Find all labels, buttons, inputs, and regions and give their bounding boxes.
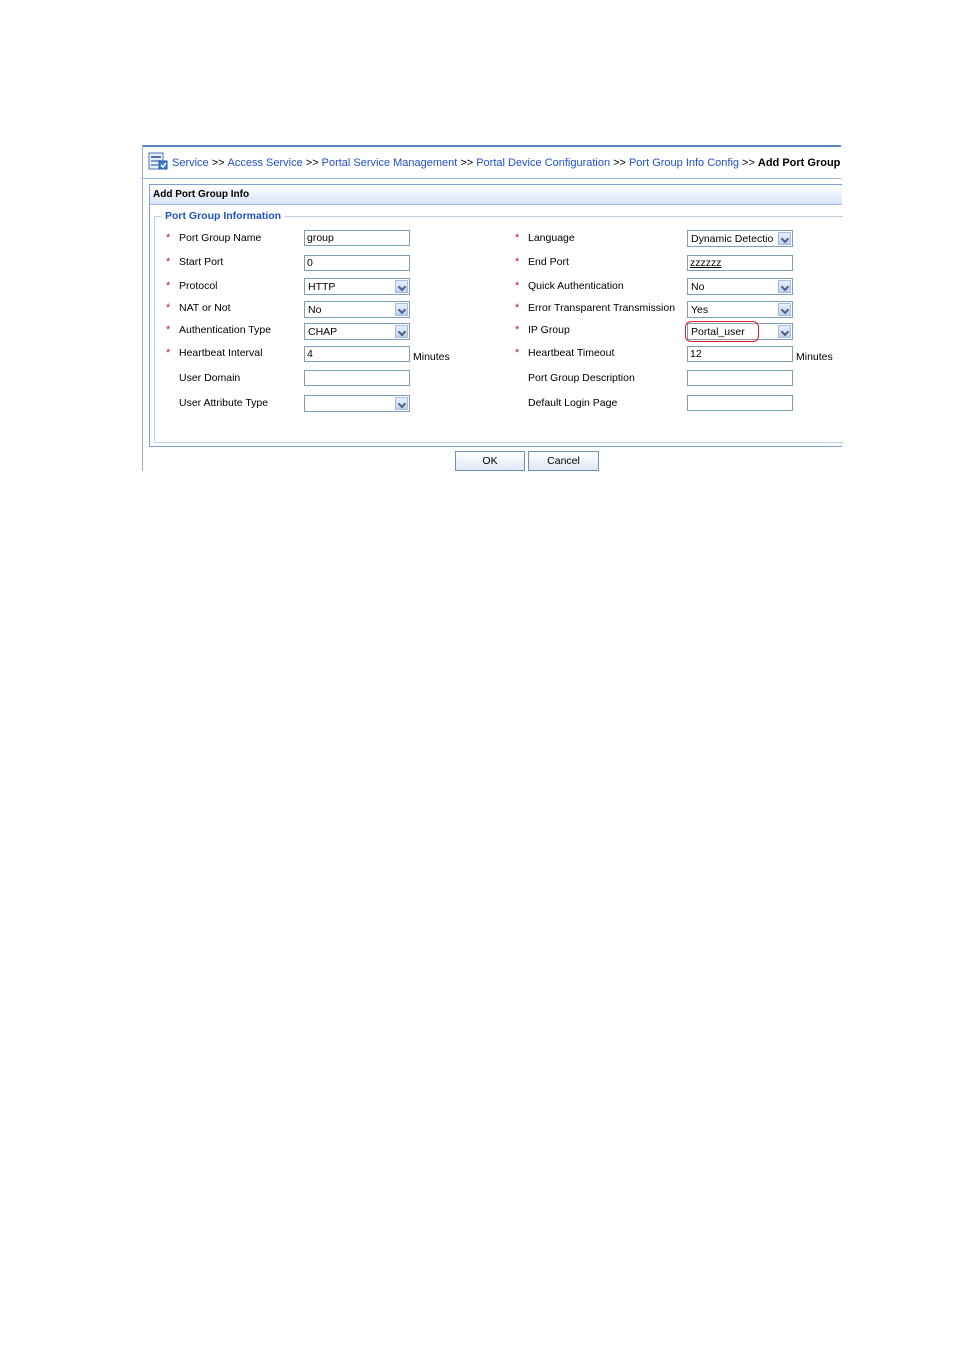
required-mark: * [515, 256, 520, 268]
breadcrumb-portal-service-link[interactable]: Portal Service Management [321, 157, 458, 169]
breadcrumb-current: Add Port Group [757, 157, 841, 169]
chevron-down-icon[interactable] [778, 232, 791, 245]
default-login-page-input[interactable] [687, 395, 793, 411]
ip-group-select-value: Portal_user [691, 326, 745, 338]
nat-or-not-select-value: No [308, 304, 322, 316]
heartbeat-timeout-unit: Minutes [796, 351, 833, 363]
breadcrumb-separator: >> [742, 157, 755, 169]
quick-authentication-select[interactable] [687, 278, 793, 295]
port-group-name-input[interactable]: group [304, 230, 410, 246]
frame-top-border [142, 145, 841, 147]
start-port-label: Start Port [179, 256, 224, 268]
breadcrumb-service-link[interactable]: Service [172, 157, 209, 169]
authentication-type-label: Authentication Type [179, 324, 272, 336]
authentication-type-select[interactable] [304, 323, 410, 340]
protocol-select-value: HTTP [308, 281, 336, 293]
port-group-description-input[interactable] [687, 370, 793, 386]
chevron-down-icon[interactable] [395, 303, 408, 316]
breadcrumb-portal-device-link[interactable]: Portal Device Configuration [476, 157, 611, 169]
chevron-down-icon[interactable] [778, 280, 791, 293]
end-port-label: End Port [528, 256, 569, 268]
section-title: Port Group Information [161, 210, 285, 222]
user-attribute-type-label: User Attribute Type [179, 397, 269, 409]
heartbeat-timeout-input[interactable]: 12 [687, 346, 793, 362]
user-domain-label: User Domain [179, 372, 241, 384]
required-mark: * [166, 347, 171, 359]
required-mark: * [515, 324, 520, 336]
breadcrumb-separator: >> [613, 157, 626, 169]
quick-authentication-select-value: No [691, 281, 705, 293]
required-mark: * [166, 232, 171, 244]
required-mark: * [166, 302, 171, 314]
required-mark: * [166, 280, 171, 292]
error-transparent-transmission-select[interactable] [687, 301, 793, 318]
language-select[interactable] [687, 230, 793, 247]
required-mark: * [166, 324, 171, 336]
chevron-down-icon[interactable] [778, 303, 791, 316]
chevron-down-icon[interactable] [395, 325, 408, 338]
start-port-input[interactable]: 0 [304, 255, 410, 271]
breadcrumb-separator: >> [460, 157, 474, 169]
language-select-value: Dynamic Detectio [691, 233, 774, 245]
default-login-page-label: Default Login Page [528, 397, 618, 409]
breadcrumb-separator: >> [211, 157, 225, 169]
port-group-name-label: Port Group Name [179, 232, 262, 244]
chevron-down-icon[interactable] [778, 325, 791, 338]
heartbeat-timeout-label: Heartbeat Timeout [528, 347, 615, 359]
ip-group-label: IP Group [528, 324, 570, 336]
breadcrumb-port-group-info-link[interactable]: Port Group Info Config [628, 157, 740, 169]
chevron-down-icon[interactable] [395, 397, 408, 410]
user-domain-input[interactable] [304, 370, 410, 386]
nat-or-not-label: NAT or Not [179, 302, 231, 314]
user-attribute-type-select[interactable] [304, 395, 410, 412]
end-port-input[interactable]: zzzzzz [687, 255, 793, 271]
protocol-label: Protocol [179, 280, 218, 292]
protocol-select[interactable] [304, 278, 410, 295]
breadcrumb-divider [142, 178, 841, 179]
cancel-button[interactable]: Cancel [528, 451, 599, 471]
required-mark: * [515, 280, 520, 292]
heartbeat-interval-unit: Minutes [413, 351, 450, 363]
port-group-description-label: Port Group Description [528, 372, 635, 384]
error-transparent-transmission-select-value: Yes [691, 304, 709, 316]
frame-left-border [142, 145, 143, 471]
breadcrumb [148, 152, 841, 174]
breadcrumb-separator: >> [305, 157, 319, 169]
required-mark: * [166, 256, 171, 268]
heartbeat-interval-input[interactable]: 4 [304, 346, 410, 362]
language-label: Language [528, 232, 575, 244]
config-page-icon [148, 152, 168, 170]
heartbeat-interval-label: Heartbeat Interval [179, 347, 263, 359]
panel-title: Add Port Group Info [153, 189, 250, 200]
chevron-down-icon[interactable] [395, 280, 408, 293]
error-transparent-transmission-label: Error Transparent Transmission [528, 302, 676, 314]
ip-group-highlight [685, 321, 759, 342]
ok-button[interactable]: OK [455, 451, 525, 471]
quick-authentication-label: Quick Authentication [528, 280, 624, 292]
breadcrumb-access-service-link[interactable]: Access Service [227, 157, 303, 169]
panel-header [150, 185, 842, 205]
required-mark: * [515, 302, 520, 314]
nat-or-not-select[interactable] [304, 301, 410, 318]
required-mark: * [515, 232, 520, 244]
required-mark: * [515, 347, 520, 359]
authentication-type-select-value: CHAP [308, 326, 338, 338]
